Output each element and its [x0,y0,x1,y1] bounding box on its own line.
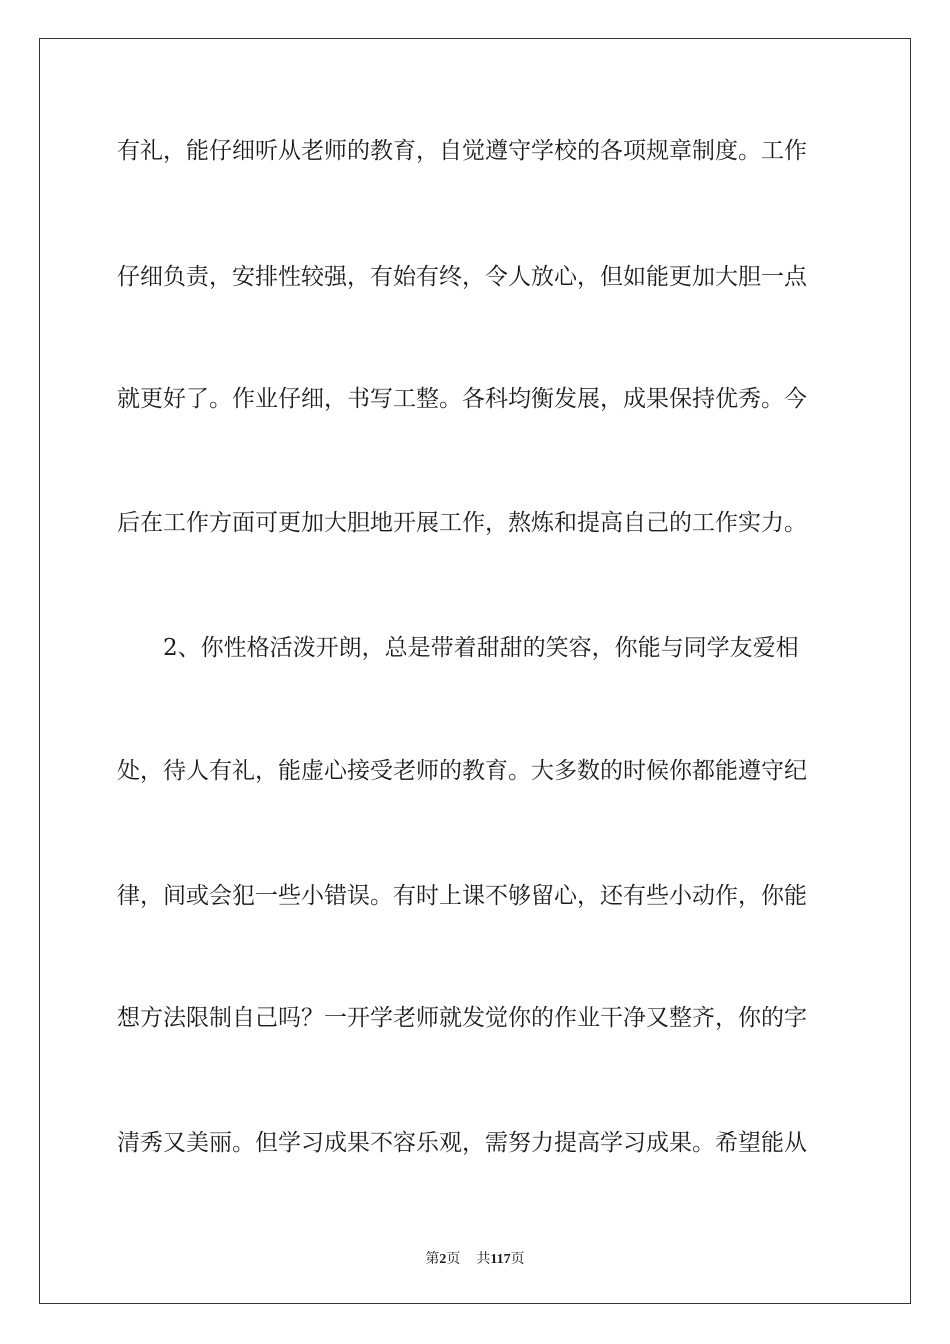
body-text-line-5: 2、你性格活泼开朗，总是带着甜甜的笑容，你能与同学友爱相 [117,635,799,661]
page-footer [0,1248,950,1268]
body-text-line-1: 有礼，能仔细听从老师的教育，自觉遵守学校的各项规章制度。工作 [117,138,807,164]
body-text-line-7: 律，间或会犯一些小错误。有时上课不够留心，还有些小动作，你能 [117,883,807,909]
total-prefix: 共 [476,1252,491,1267]
body-text-line-9: 清秀又美丽。但学习成果不容乐观，需努力提高学习成果。希望能从 [117,1130,807,1156]
body-text-line-8: 想方法限制自己吗？一开学老师就发觉你的作业干净又整齐，你的字 [117,1005,807,1031]
total-suffix: 页 [510,1252,525,1267]
page-suffix: 页 [446,1252,461,1267]
body-text-line-4: 后在工作方面可更加大胆地开展工作，熬炼和提高自己的工作实力。 [117,510,807,536]
page-prefix: 第 [425,1252,440,1267]
body-text-line-6: 处，待人有礼，能虚心接受老师的教育。大多数的时候你都能遵守纪 [117,758,807,784]
body-text-line-2: 仔细负责，安排性较强，有始有终，令人放心，但如能更加大胆一点 [117,264,807,290]
total-pages: 117 [490,1252,511,1267]
page-number: 2 [439,1252,447,1267]
body-text-line-3: 就更好了。作业仔细，书写工整。各科均衡发展，成果保持优秀。今 [117,386,807,412]
page-border [39,38,911,1304]
